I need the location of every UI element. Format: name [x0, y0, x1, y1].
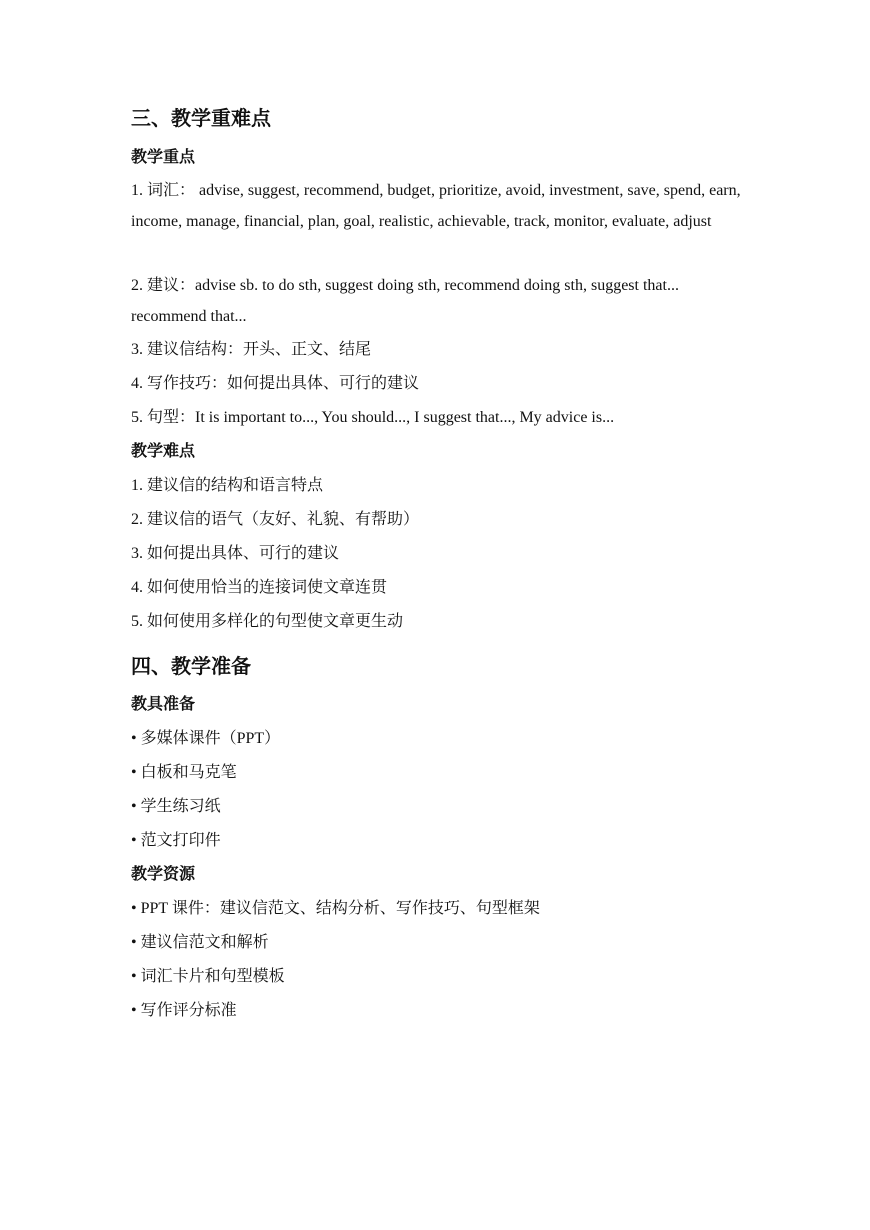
list-item: • 写作评分标准 — [131, 1002, 237, 1019]
list-item: 3. 建议信结构：开头、正文、结尾 — [131, 341, 372, 358]
list-item: 4. 写作技巧：如何提出具体、可行的建议 — [131, 375, 420, 392]
subheading: 教学资源 — [131, 866, 196, 883]
list-item: 2. 建议：advise sb. to do sth, suggest doing sth, recommend doing sth, suggest that... recommend that... — [131, 277, 679, 325]
list-item: • PPT 课件：建议信范文、结构分析、写作技巧、句型框架 — [131, 900, 540, 917]
list-item: 5. 句型：It is important to..., You should..., I suggest that..., My advice is... — [131, 409, 615, 426]
subheading: 教学重点 — [131, 149, 196, 166]
list-item: • 范文打印件 — [131, 832, 221, 849]
list-item: 4. 如何使用恰当的连接词使文章连贯 — [131, 579, 388, 596]
list-item: 3. 如何提出具体、可行的建议 — [131, 545, 340, 562]
section-title: 三、教学重难点 — [131, 108, 271, 130]
subheading: 教学难点 — [131, 443, 196, 460]
list-item: • 学生练习纸 — [131, 798, 221, 815]
list-item: 2. 建议信的语气（友好、礼貌、有帮助） — [131, 511, 420, 528]
list-item: 5. 如何使用多样化的句型使文章更生动 — [131, 613, 404, 630]
list-item: 1. 词汇： advise, suggest, recommend, budget, prioritize, avoid, investment, save, spend, earn, income, manage, financial, plan, goal, realistic, achievable, track, monitor, evaluate, adjust — [131, 182, 741, 230]
list-item: • 白板和马克笔 — [131, 764, 237, 781]
list-item: • 多媒体课件（PPT） — [131, 730, 281, 747]
section-title: 四、教学准备 — [131, 656, 251, 678]
subheading: 教具准备 — [131, 696, 196, 713]
list-item: 1. 建议信的结构和语言特点 — [131, 477, 324, 494]
list-item: • 词汇卡片和句型模板 — [131, 968, 285, 985]
list-item: • 建议信范文和解析 — [131, 934, 269, 951]
